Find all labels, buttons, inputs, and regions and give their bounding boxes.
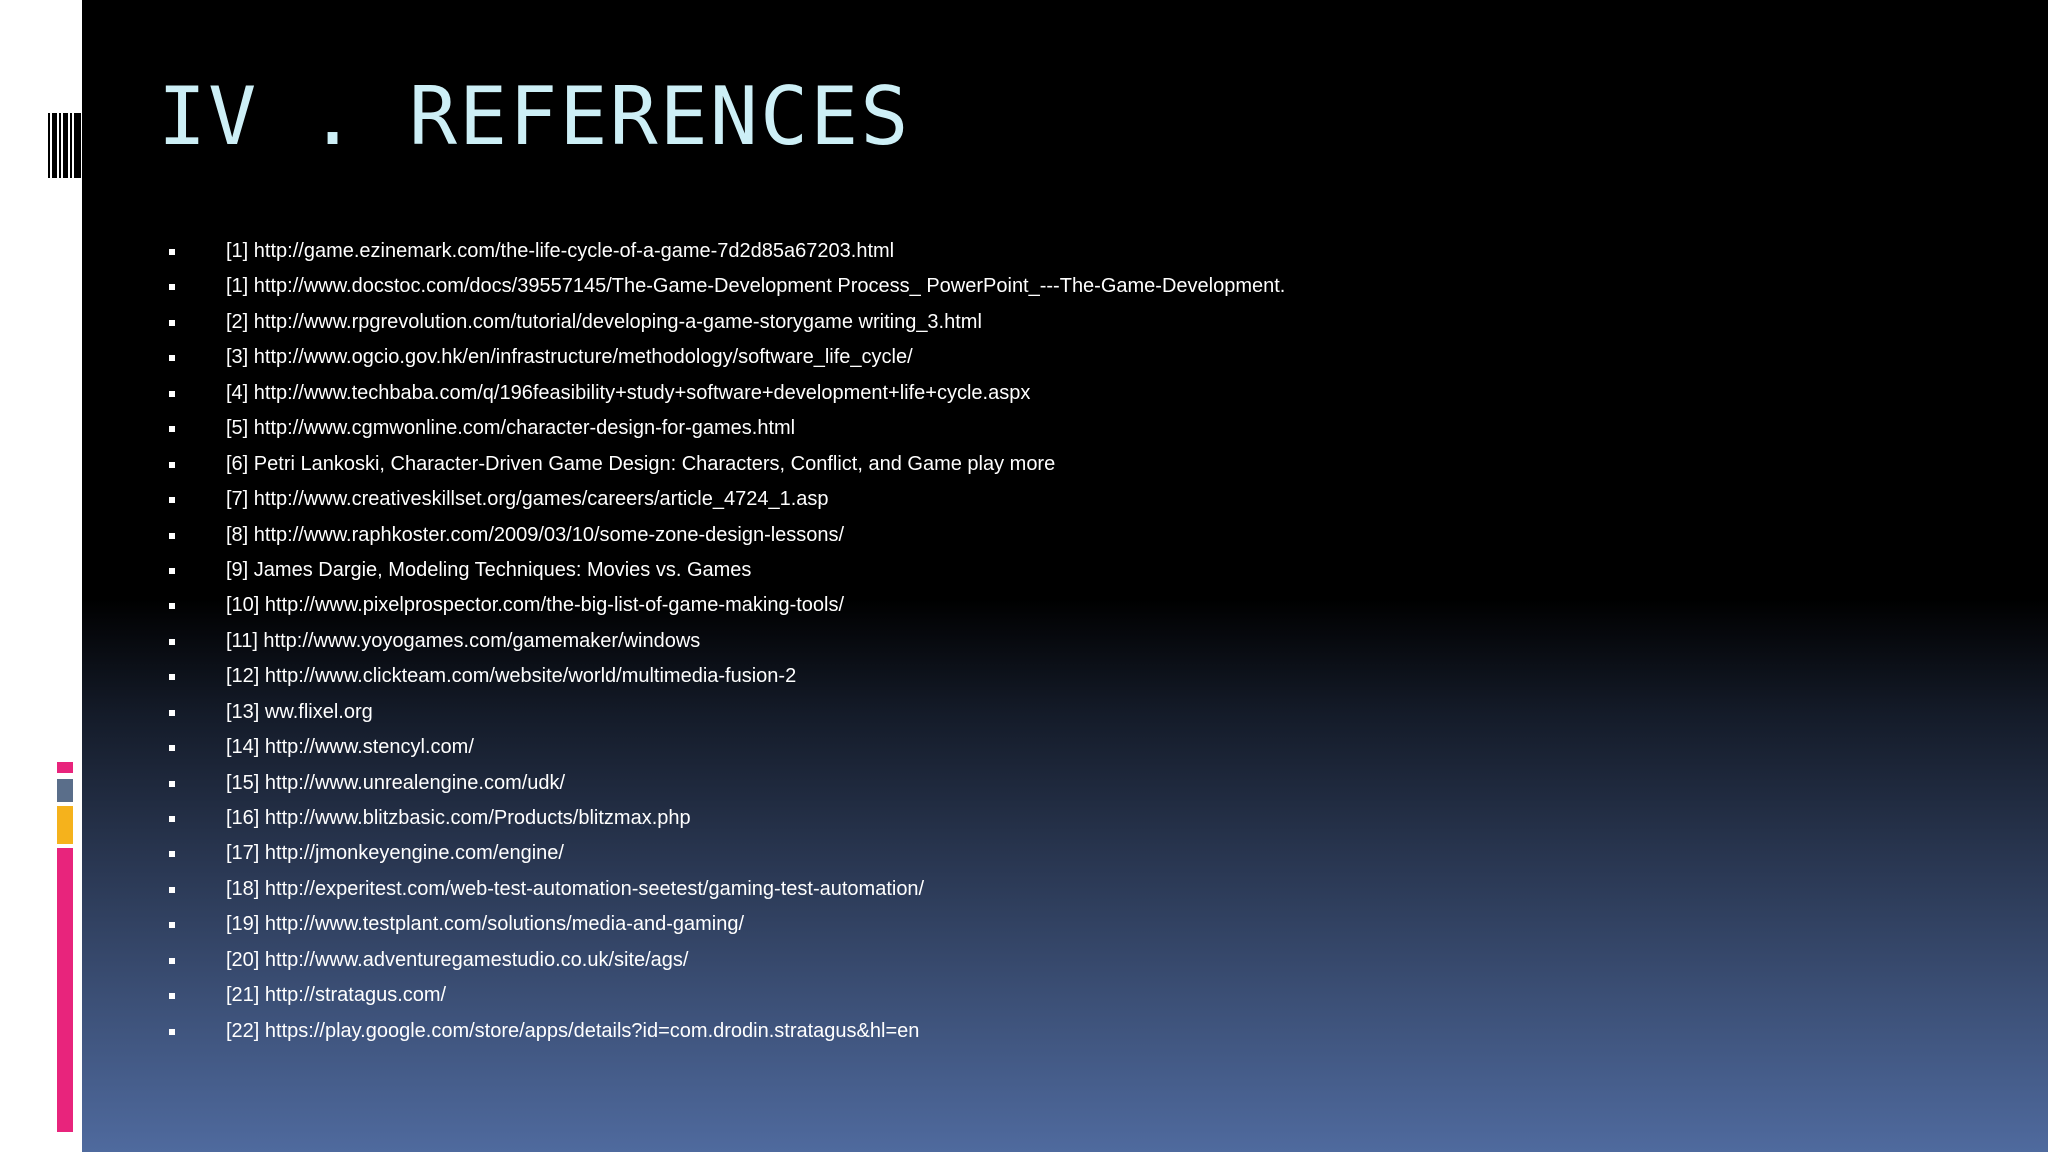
- accent-bar-magenta-small: [57, 762, 73, 773]
- reference-text: [12] http://www.clickteam.com/website/world/multimedia-fusion-2: [226, 665, 797, 688]
- reference-item: [162, 695, 1285, 730]
- reference-text: [17] http://jmonkeyengine.com/engine/: [226, 842, 564, 865]
- bullet-icon: [169, 993, 175, 999]
- reference-item: [162, 624, 1285, 659]
- reference-item: [162, 518, 1285, 553]
- reference-item: [162, 730, 1285, 765]
- reference-text: [1] http://game.ezinemark.com/the-life-cycle-of-a-game-7d2d85a67203.html: [226, 240, 895, 262]
- slide-title: IV . REFERENCES: [158, 70, 911, 163]
- reference-text: [22] https://play.google.com/store/apps/details?id=com.drodin.stratagus&hl=en: [226, 1019, 920, 1042]
- reference-item: [162, 801, 1285, 836]
- references-list: [162, 234, 1285, 1049]
- reference-item: [162, 907, 1285, 942]
- reference-text: [20] http://www.adventuregamestudio.co.uk/site/ags/: [226, 948, 689, 971]
- reference-item: [162, 269, 1285, 304]
- bullet-icon: [169, 781, 175, 787]
- reference-item: [162, 978, 1285, 1013]
- left-decoration-strip: [0, 0, 82, 1152]
- reference-item: [162, 482, 1285, 517]
- barcode-decoration: [48, 113, 81, 178]
- accent-bar-magenta-tall: [57, 848, 73, 1132]
- bullet-icon: [169, 462, 175, 468]
- reference-text: [18] http://experitest.com/web-test-automation-seetest/gaming-test-automation/: [226, 877, 925, 900]
- bullet-icon: [169, 426, 175, 432]
- reference-item: [162, 340, 1285, 375]
- bullet-icon: [169, 320, 175, 326]
- bullet-icon: [169, 639, 175, 645]
- reference-item: [162, 766, 1285, 801]
- bullet-icon: [169, 284, 175, 290]
- bullet-icon: [169, 568, 175, 574]
- reference-item: [162, 872, 1285, 907]
- accent-bar-amber: [57, 806, 73, 844]
- reference-text: [2] http://www.rpgrevolution.com/tutorial/developing-a-game-storygame writing_3.html: [226, 310, 982, 333]
- bullet-icon: [169, 497, 175, 503]
- bullet-icon: [169, 710, 175, 716]
- reference-item: [162, 588, 1285, 623]
- bullet-icon: [169, 958, 175, 964]
- reference-text: [21] http://stratagus.com/: [226, 984, 447, 1007]
- reference-text: [9] James Dargie, Modeling Techniques: Movies vs. Games: [226, 558, 752, 581]
- slide-content: [82, 0, 2048, 1152]
- reference-item: [162, 1014, 1285, 1049]
- reference-item: [162, 234, 1285, 269]
- reference-item: [162, 305, 1285, 340]
- bullet-icon: [169, 674, 175, 680]
- reference-text: [1] http://www.docstoc.com/docs/39557145/The-Game-Development Process_ PowerPoint_---The-Game-Development.: [226, 275, 1286, 298]
- bullet-icon: [169, 851, 175, 857]
- bullet-icon: [169, 603, 175, 609]
- bullet-icon: [169, 533, 175, 539]
- reference-item: [162, 411, 1285, 446]
- bullet-icon: [169, 922, 175, 928]
- bullet-icon: [169, 391, 175, 397]
- reference-item: [162, 659, 1285, 694]
- reference-text: [16] http://www.blitzbasic.com/Products/blitzmax.php: [226, 807, 691, 829]
- reference-text: [8] http://www.raphkoster.com/2009/03/10/some-zone-design-lessons/: [226, 523, 845, 546]
- reference-text: [13] ww.flixel.org: [226, 700, 373, 723]
- reference-text: [15] http://www.unrealengine.com/udk/: [226, 771, 566, 794]
- reference-text: [7] http://www.creativeskillset.org/games/careers/article_4724_1.asp: [226, 488, 829, 511]
- bullet-icon: [169, 745, 175, 751]
- reference-item: [162, 836, 1285, 871]
- reference-item: [162, 447, 1285, 482]
- reference-text: [19] http://www.testplant.com/solutions/media-and-gaming/: [226, 913, 745, 936]
- reference-item: [162, 943, 1285, 978]
- reference-text: [5] http://www.cgmwonline.com/character-design-for-games.html: [226, 417, 796, 440]
- reference-item: [162, 376, 1285, 411]
- reference-text: [14] http://www.stencyl.com/: [226, 736, 474, 759]
- reference-text: [3] http://www.ogcio.gov.hk/en/infrastructure/methodology/software_life_cycle/: [226, 346, 913, 369]
- reference-text: [4] http://www.techbaba.com/q/196feasibility+study+software+development+life+cycle.aspx: [226, 381, 1031, 404]
- bullet-icon: [169, 816, 175, 822]
- reference-text: [6] Petri Lankoski, Character-Driven Game Design: Characters, Conflict, and Game play more: [226, 452, 1056, 475]
- bullet-icon: [169, 887, 175, 893]
- bullet-icon: [169, 1029, 175, 1035]
- bullet-icon: [169, 249, 175, 255]
- reference-text: [10] http://www.pixelprospector.com/the-big-list-of-game-making-tools/: [226, 594, 845, 617]
- bullet-icon: [169, 355, 175, 361]
- accent-bar-slate: [57, 779, 73, 802]
- reference-item: [162, 553, 1285, 588]
- reference-text: [11] http://www.yoyogames.com/gamemaker/windows: [226, 629, 701, 652]
